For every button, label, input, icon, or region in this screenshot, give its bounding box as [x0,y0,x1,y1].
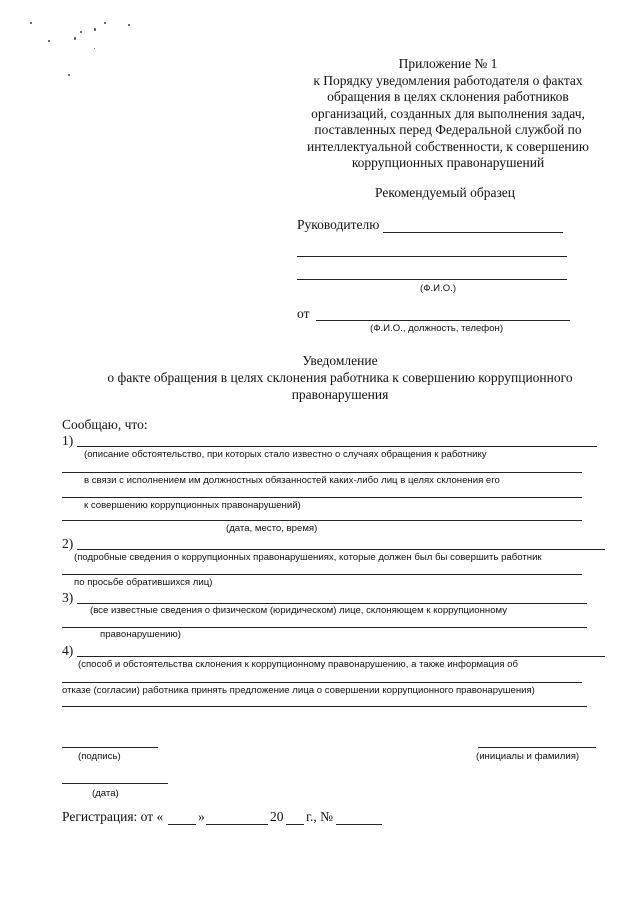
from-note: (Ф.И.О., должность, телефон) [370,323,504,334]
item-1-field-line4[interactable] [62,520,582,521]
item-note: по просьбе обратившихся лиц) [74,577,213,588]
scan-speck [48,40,50,42]
item-3-field-line2[interactable] [62,627,587,628]
initials-field[interactable] [478,747,596,748]
item-2-field-line2[interactable] [62,574,582,575]
registration-year-prefix: 20 [270,809,284,824]
scan-speck [94,28,96,31]
item-note: отказе (согласии) работника принять предложение лица о совершении коррупционного правонарушения) [62,685,535,696]
appendix-line: организаций, созданных для выполнения задач, [311,105,585,121]
date-note: (дата) [92,788,119,799]
signature-field[interactable] [62,747,158,748]
item-note: в связи с исполнением им должностных обязанностей каких-либо лиц в целях склонения его [84,475,500,486]
scan-speck [68,74,70,76]
item-number: 2) [62,536,74,551]
item-1-field[interactable] [77,446,597,447]
item-note: к совершению коррупционных правонарушений) [84,500,301,511]
registration-quote-close: » [198,809,205,824]
item-1-field-line3[interactable] [62,497,582,498]
item-note: (все известные сведения о физическом (юридическом) лице, склоняющем к коррупционному [90,605,508,616]
registration-day-field[interactable] [168,824,196,825]
notification-title [60,352,620,403]
item-4-field-line2[interactable] [62,682,582,683]
item-3-field[interactable] [77,603,587,604]
fio-note: (Ф.И.О.) [420,283,457,294]
item-note: (описание обстоятельство, при которых стало известно о случаях обращения к работнику [84,449,487,460]
appendix-line: к Порядку уведомления работодателя о фактах [313,72,583,88]
registration-year-field[interactable] [286,824,304,825]
registration-year-suffix: г., № [306,809,334,824]
item-number: 3) [62,590,74,605]
appendix-line: коррупционных правонарушений [351,155,545,170]
registration-label: Регистрация: от « [62,809,164,824]
to-label: Руководителю [297,217,380,232]
appendix-line: интеллектуальной собственности, к совершению [307,138,589,154]
appendix-header [290,56,606,172]
title-line: Уведомление [302,353,378,368]
item-note: (подробные сведения о коррупционных правонарушениях, которые должен был бы совершить работник [74,552,542,563]
title-line: о факте обращения в целях склонения работника к совершению коррупционного [107,370,573,385]
signature-note: (подпись) [78,751,121,762]
scan-speck [128,24,130,26]
scan-speck [74,37,76,40]
to-name-field-line2[interactable] [297,256,567,257]
sample-label: Рекомендуемый образец [375,185,516,200]
item-2-field[interactable] [77,549,605,550]
from-label: от [297,306,310,321]
title-line: правонарушения [291,387,389,402]
scan-speck [30,22,32,24]
item-note: (способ и обстоятельства склонения к коррупционному правонарушению, а также информация об [78,659,519,670]
item-number: 4) [62,643,74,658]
appendix-line: Приложение № 1 [398,56,498,71]
item-4-field[interactable] [77,656,605,657]
appendix-line: обращения в целях склонения работников [327,89,569,104]
item-note: (дата, место, время) [226,523,318,534]
date-field[interactable] [62,783,168,784]
scan-speck [80,31,82,33]
from-field[interactable] [316,320,570,321]
to-name-field[interactable] [383,232,563,233]
item-4-field-line3[interactable] [62,706,587,707]
registration-month-field[interactable] [206,824,268,825]
item-note: правонарушению) [100,629,181,640]
scan-speck [94,48,95,49]
item-1-field-line2[interactable] [62,472,582,473]
scan-speck [104,22,106,24]
intro-text: Сообщаю, что: [62,417,148,432]
initials-note: (инициалы и фамилия) [476,751,580,762]
item-number: 1) [62,433,74,448]
appendix-line: поставленных перед Федеральной службой по [314,122,582,137]
registration-number-field[interactable] [336,824,382,825]
to-name-field-line3[interactable] [297,279,567,280]
